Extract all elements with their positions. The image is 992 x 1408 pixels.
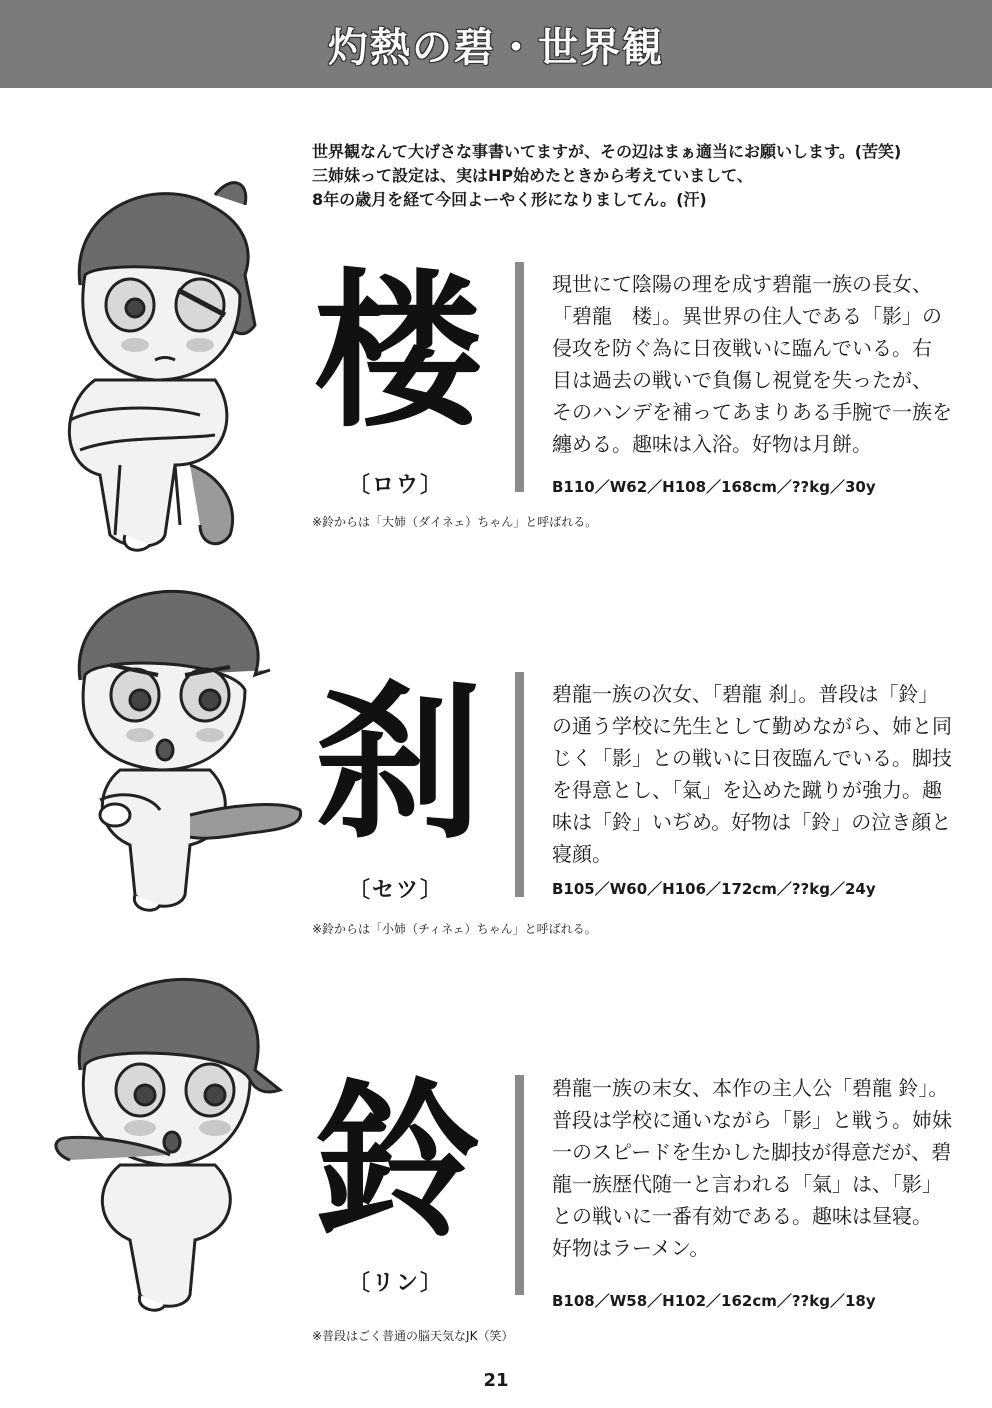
description-line: を得意とし、「氣」を込めた蹴りが強力。趣 bbox=[552, 778, 942, 802]
character-kanji: 刹 bbox=[314, 666, 482, 862]
intro-line: 世界観なんて大げさな事書いてますが、その辺はまぁ適当にお願いします。(苦笑) bbox=[312, 142, 902, 161]
character-note: ※鈴からは「大姉（ダイネェ）ちゃん」と呼ばれる。 bbox=[312, 515, 598, 529]
character-description bbox=[552, 1072, 972, 1264]
description-line: 侵攻を防ぐ為に日夜戦いに臨んでいる。右 bbox=[552, 336, 932, 360]
intro-text bbox=[312, 140, 972, 212]
description-line: 味は「鈴」いぢめ。好物は「鈴」の泣き顔と bbox=[552, 810, 952, 834]
description-line: 普段は学校に通いながら「影」と戦う。姉妹 bbox=[552, 1108, 952, 1132]
character-illustration-rou bbox=[40, 165, 300, 560]
description-line: の通う学校に先生として勤めながら、姉と同 bbox=[552, 714, 952, 738]
description-line: 碧龍一族の次女、「碧龍 刹」。普段は「鈴」 bbox=[552, 682, 939, 706]
description-line: 目は過去の戦いで負傷し視覚を失ったが、 bbox=[552, 368, 932, 392]
character-reading: 〔ロウ〕 bbox=[348, 473, 445, 498]
description-line: そのハンデを補ってあまりある手腕で一族を bbox=[552, 400, 952, 424]
character-illustration-rin bbox=[50, 960, 310, 1320]
description-line: との戦いに一番有効である。趣味は昼寝。 bbox=[552, 1204, 932, 1228]
section-divider bbox=[515, 1075, 524, 1295]
character-kanji: 楼 bbox=[314, 254, 482, 450]
page-title: 灼熱の碧・世界観 bbox=[328, 24, 664, 71]
character-kanji: 鈴 bbox=[314, 1064, 482, 1260]
description-line: 寝顔。 bbox=[552, 842, 612, 866]
character-note: ※普段はごく普通の脳天気なJK（笑） bbox=[312, 1329, 514, 1343]
description-line: 纏める。趣味は入浴。好物は月餅。 bbox=[552, 432, 872, 456]
section-divider bbox=[515, 672, 524, 897]
character-description bbox=[552, 678, 972, 870]
character-description bbox=[552, 268, 972, 460]
character-reading: 〔セツ〕 bbox=[348, 878, 445, 903]
description-line: 龍一族歴代随一と言われる「氣」は、「影」 bbox=[552, 1172, 942, 1196]
character-stats: B110／W62／H108／168cm／??kg／30y bbox=[552, 478, 876, 496]
description-line: 現世にて陰陽の理を成す碧龍一族の長女、 bbox=[552, 272, 932, 296]
intro-line: 8年の歳月を経て今回よーやく形になりましてん。(汗) bbox=[312, 190, 707, 209]
character-stats: B108／W58／H102／162cm／??kg／18y bbox=[552, 1292, 876, 1310]
character-note: ※鈴からは「小姉（チィネェ）ちゃん」と呼ばれる。 bbox=[312, 922, 597, 936]
description-line: じく「影」との戦いに日夜臨んでいる。脚技 bbox=[552, 746, 952, 770]
description-line: 「碧龍 楼」。異世界の住人である「影」の bbox=[552, 304, 942, 328]
character-illustration-setsu bbox=[40, 575, 310, 920]
description-line: 一のスピードを生かした脚技が得意だが、碧 bbox=[552, 1140, 952, 1164]
description-line: 好物はラーメン。 bbox=[552, 1236, 710, 1260]
description-line: 碧龍一族の末女、本作の主人公「碧龍 鈴」。 bbox=[552, 1076, 949, 1100]
character-reading: 〔リン〕 bbox=[348, 1271, 445, 1296]
character-stats: B105／W60／H106／172cm／??kg／24y bbox=[552, 880, 876, 898]
section-divider bbox=[515, 262, 524, 492]
intro-line: 三姉妹って設定は、実はHP始めたときから考えていまして、 bbox=[312, 166, 753, 185]
page-number: 21 bbox=[483, 1370, 509, 1391]
